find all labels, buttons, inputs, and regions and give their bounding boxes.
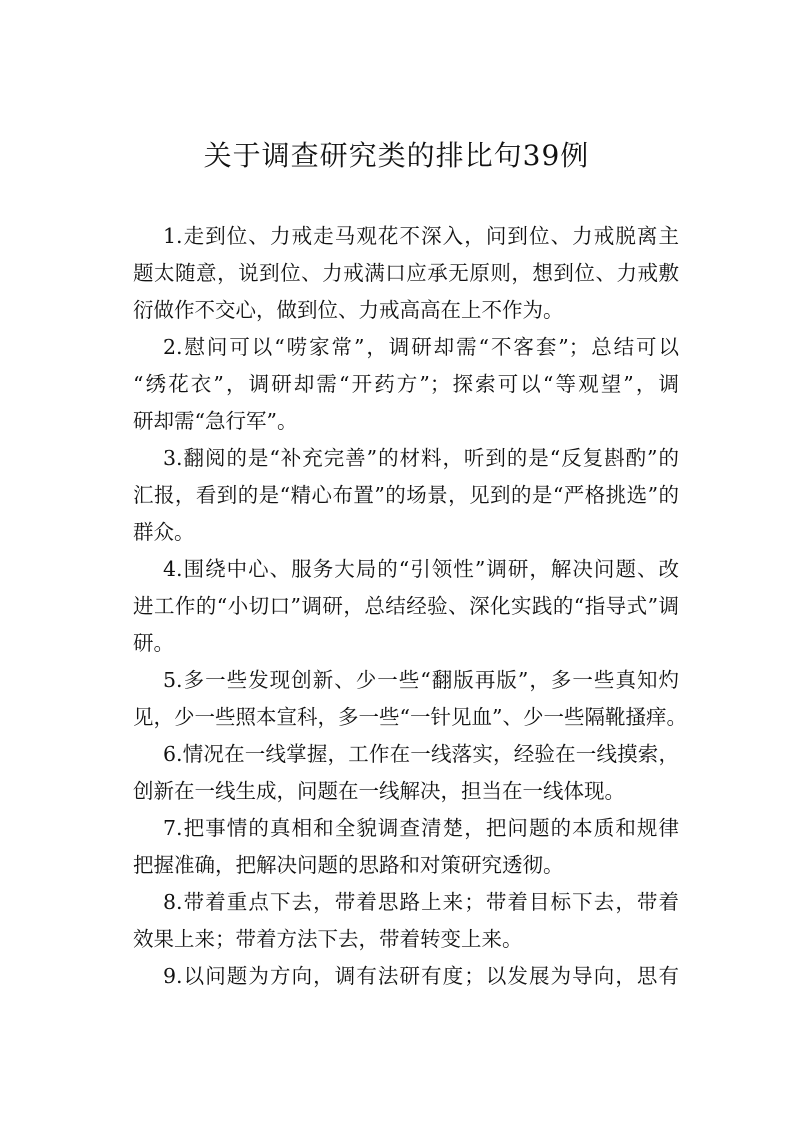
paragraph-4 xyxy=(133,551,679,662)
text-line: “绣花衣”，调研却需“开药方”；探索可以“等观望”，调 xyxy=(133,372,679,396)
text-line: 创新在一线生成，问题在一线解决，担当在一线体现。 xyxy=(133,779,625,803)
text-line: 研。 xyxy=(133,631,174,655)
text-line: 研却需“急行军”。 xyxy=(133,409,298,433)
paragraph-6 xyxy=(133,736,679,810)
text-line: 汇报，看到的是“精心布置”的场景，见到的是“严格挑选”的 xyxy=(133,483,679,507)
paragraph-9 xyxy=(133,958,679,995)
paragraph-1 xyxy=(133,218,679,329)
text-line: 1.走到位、力戒走马观花不深入，问到位、力戒脱离主 xyxy=(163,224,679,248)
text-line: 衍做作不交心，做到位、力戒高高在上不作为。 xyxy=(133,298,564,322)
text-line: 见，少一些照本宣科，多一些“一针见血”、少一些隔靴搔痒。 xyxy=(133,705,687,729)
text-line: 2.慰问可以“唠家常”，调研却需“不客套”；总结可以 xyxy=(163,335,679,359)
document-body xyxy=(133,218,687,995)
document-title: 关于调查研究类的排比句39例 xyxy=(203,139,590,172)
paragraph-8 xyxy=(133,884,679,958)
paragraph-5 xyxy=(133,662,687,736)
text-line: 6.情况在一线掌握，工作在一线落实，经验在一线摸索， xyxy=(163,742,679,766)
text-line: 9.以问题为方向，调有法研有度；以发展为导向，思有 xyxy=(163,964,679,988)
text-line: 题太随意，说到位、力戒满口应承无原则，想到位、力戒敷 xyxy=(133,261,679,285)
paragraph-7 xyxy=(133,810,679,884)
text-line: 3.翻阅的是“补充完善”的材料，听到的是“反复斟酌”的 xyxy=(163,446,679,470)
text-line: 进工作的“小切口”调研，总结经验、深化实践的“指导式”调 xyxy=(133,594,679,618)
text-line: 群众。 xyxy=(133,520,195,544)
text-line: 4.围绕中心、服务大局的“引领性”调研，解决问题、改 xyxy=(163,557,679,581)
text-line: 效果上来；带着方法下去，带着转变上来。 xyxy=(133,927,523,951)
text-line: 7.把事情的真相和全貌调查清楚，把问题的本质和规律 xyxy=(163,816,679,840)
text-line: 8.带着重点下去，带着思路上来；带着目标下去，带着 xyxy=(163,890,679,914)
paragraph-3 xyxy=(133,440,679,551)
text-line: 5.多一些发现创新、少一些“翻版再版”，多一些真知灼 xyxy=(163,668,679,692)
paragraph-2 xyxy=(133,329,679,440)
text-line: 把握准确，把解决问题的思路和对策研究透彻。 xyxy=(133,853,564,877)
